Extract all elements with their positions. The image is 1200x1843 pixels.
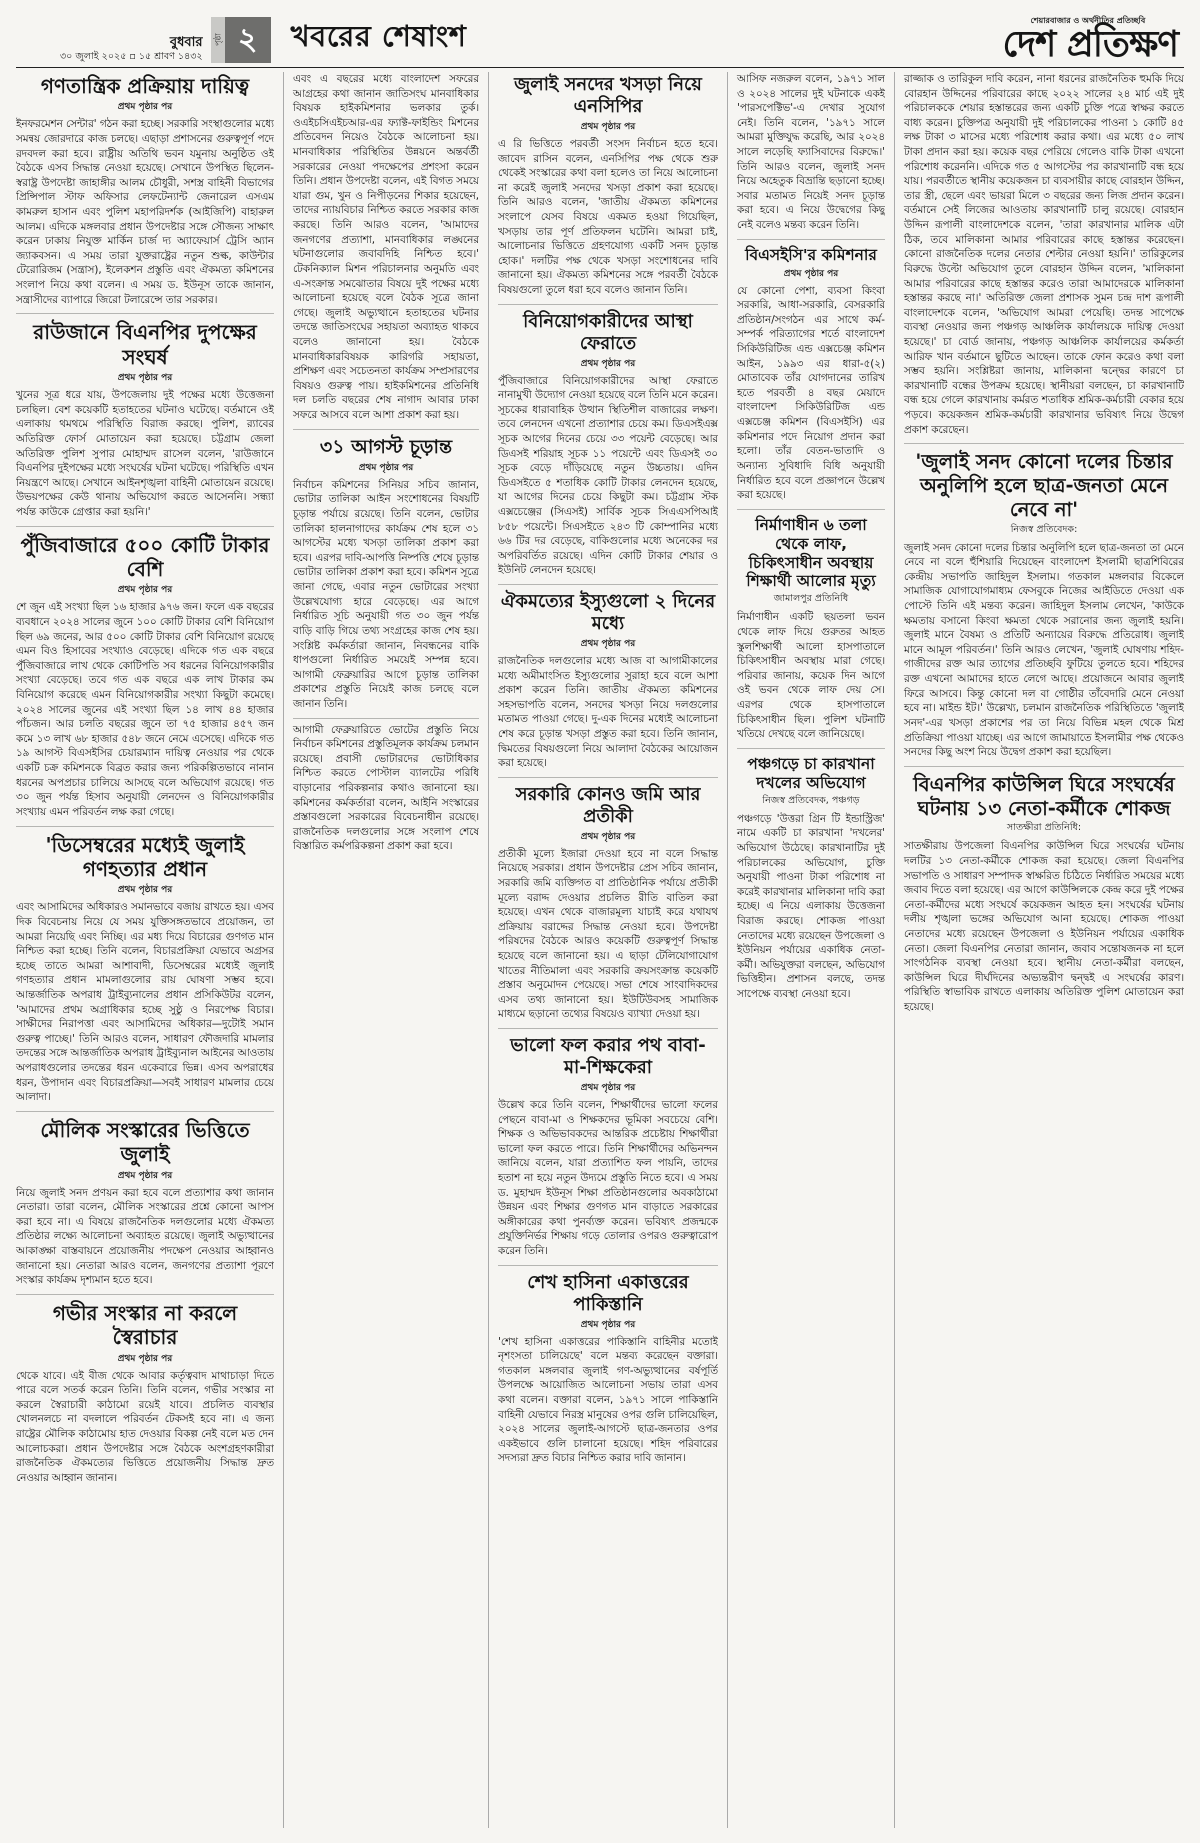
story-body: সাতক্ষীরায় উপজেলা বিএনপির কাউন্সিল ঘিরে সংঘর্ষের ঘটনায় দলটির ১৩ নেতা-কর্মীকে শোকজ করা হয়েছে। জেলা বিএনপির সভাপতি ও সাধারণ সম্পাদক স্বাক্ষরিত চিঠিতে নির্ধারিত সময়ের মধ্যে জবাব দিতে বলা হয়েছে। এর আগে কাউন্সিলকে কেন্দ্র করে দুই পক্ষের নেতা-কর্মীদের মধ্যে সংঘর্ষে কয়েকজন আহত হন। সংঘর্ষের ঘটনায় দলীয় শৃঙ্খলা ভঙ্গের অভিযোগ আনা হয়েছে। শোকজ পাওয়া নেতাদের মধ্যে রয়েছেন উপজেলা ও ইউনিয়ন পর্যায়ের একাধিক নেতা। জেলা বিএনপির নেতারা জানান, জবাব সন্তোষজনক না হলে সাংগঠনিক ব্যবস্থা নেওয়া হবে। স্থানীয় নেতা-কর্মীরা বলছেন, কাউন্সিল ঘিরে দীর্ঘদিনের অভ্যন্তরীণ দ্বন্দ্বই এ সংঘর্ষের কারণ। পরিস্থিতি স্বাভাবিক রাখতে এলাকায় অতিরিক্ত পুলিশ মোতায়েন করা হয়েছে। (904, 840, 1184, 1013)
story (16, 313, 274, 519)
story-headline: সরকারি কোনও জমি আর প্রতীকী (515, 783, 701, 827)
continued-from-page-one-tag: প্রথম পৃষ্ঠার পর (117, 1353, 173, 1364)
story-headline: পুঁজিবাজারে ৫০০ কোটি টাকার বেশি (20, 532, 270, 581)
story-headline: পঞ্চগড়ে চা কারখানা দখলের অভিযোগ (747, 754, 875, 792)
story (904, 766, 1184, 1015)
story (498, 74, 718, 298)
story (16, 1294, 274, 1486)
story (904, 443, 1184, 759)
continued-from-page-one-tag: প্রথম পৃষ্ঠার পর (580, 638, 636, 649)
continued-from-page-one-tag: প্রথম পৃষ্ঠার পর (117, 102, 173, 113)
story-body: এবং এ বছরের মধ্যে বাংলাদেশ সফরের আগ্রহের কথা জানান জাতিসংঘ মানবাধিকার বিষয়ক হাইকমিশনার ভলকার তুর্ক। ওএইচসিএইচআর-এর ফ্যাক্ট-ফাইন্ডিং মিশনের প্রতিবেদন নিয়েও বৈঠকে আলোচনা হয়। মানবাধিকার পরিস্থিতির উন্নয়নে অন্তর্বর্তী সরকারের নেওয়া পদক্ষেপের প্রশংসা করেন তিনি। প্রধান উপদেষ্টা বলেন, এই বিগত সময়ে যারা গুম, খুন ও নিপীড়নের শিকার হয়েছেন, তাদের ন্যায়বিচার নিশ্চিত করতে সরকার কাজ করছে। তিনি আরও বলেন, 'আমাদের জনগণের প্রত্যাশা, মানবাধিকার লঙ্ঘনের ঘটনাগুলোর জবাবদিহি নিশ্চিত হবে।' টেকনিক্যাল মিশন পরিচালনার অনুমতি এবং এ-সংক্রান্ত সমঝোতার বিষয়ে দুই পক্ষের মধ্যে আলোচনা হয়েছে বলে বৈঠক সূত্রে জানা গেছে। জুলাই অভ্যুত্থানে হতাহতের ঘটনার তদন্তে জাতিসংঘের সহায়তা অব্যাহত থাকবে বলেও জানানো হয়। বৈঠকে মানবাধিকারবিষয়ক কারিগরি সহায়তা, প্রশিক্ষণ এবং সচেতনতা কার্যক্রম সম্প্রসারণের বিষয়ও গুরুত্ব পায়। হাইকমিশনের প্রতিনিধি দল চলতি বছরের শেষ নাগাদ আবার ঢাকা সফরে আসবে বলে আশা প্রকাশ করা হয়। (293, 73, 479, 422)
continued-from-page-one-tag: প্রথম পৃষ্ঠার পর (783, 268, 839, 279)
story-headline: মৌলিক সংস্কারের ভিত্তিতে জুলাই (40, 1117, 250, 1167)
story-body: জুলাই সনদ কোনো দলের চিন্তার অনুলিপি হলে ছাত্র-জনতা তা মেনে নেবে না বলে হুঁশিয়ারি দিয়েছেন বাংলাদেশ ইসলামী ছাত্রশিবিরের কেন্দ্রীয় সভাপতি জাহিদুল ইসলাম। গতকাল মঙ্গলবার বিকেলে সামাজিক যোগাযোগমাধ্যম ফেসবুকে নিজের আইডিতে দেওয়া এক পোস্টে তিনি এই মন্তব্য করেন। জাহিদুল ইসলাম লেখেন, 'কাউকে ক্ষমতায় বসানো কিংবা ক্ষমতা থেকে সরানোর জন্য জুলাই হয়নি। জুলাই মানে বৈষম্য ও প্রতিটি অন্যায়ের বিরুদ্ধে প্রতিরোধ। জুলাই মানে আমূল পরিবর্তন।' তিনি আরও লেখেন, 'জুলাই ঘোষণায় শহিদ-গাজীদের রক্ত আর ত্যাগের প্রতিচ্ছবি ফুটিয়ে তুলতে হবে। শহিদের রক্ত এখনো আমাদের হাতে লেগে আছে। প্রয়োজনে আবার জুলাই ফিরে আসবে। কিন্তু কোনো দল বা গোষ্ঠীর তাঁবেদারি মেনে নেওয়া হবে না। মাইন্ড ইট।' উল্লেখ্য, চলমান রাজনৈতিক পরিস্থিতিতে 'জুলাই সনদ'-এর খসড়া প্রকাশের পর তা নিয়ে বিভিন্ন মহল থেকে মিশ্র প্রতিক্রিয়া পাওয়া যাচ্ছে। এর আগে জামায়াতে ইসলামীর পক্ষ থেকেও সনদের কিছু অংশ নিয়ে উদ্বেগ প্রকাশ করা হয়েছিল। (904, 541, 1184, 759)
story-headline: রাউজানে বিএনপির দুপক্ষের সংঘর্ষ (33, 320, 257, 369)
page-header (16, 6, 1184, 68)
story (293, 429, 479, 712)
story-body: পুঁজিবাজারে বিনিয়োগকারীদের আস্থা ফেরাতে নানামুখী উদ্যোগ নেওয়া হয়েছে বলে তিনি মনে করেন। সূচকের ধারাবাহিক উত্থান স্থিতিশীল বাজারের লক্ষণ। তবে লেনদেন এখনো প্রত্যাশার চেয়ে কম। ডিএসইএক্স সূচক আগের দিনের চেয়ে ৩৩ পয়েন্ট বেড়েছে। আর ডিএসই শরিয়াহ সূচক ১১ পয়েন্টে এবং ডিএসই ৩০ সূচক বেড়ে দাঁড়িয়েছে নতুন উচ্চতায়। এদিন ডিএসইতে ৫ শতাধিক কোটি টাকার লেনদেন হয়েছে, যা আগের দিনের চেয়ে কিছুটা কম। চট্টগ্রাম স্টক এক্সচেঞ্জের (সিএসই) সার্বিক সূচক সিএএসপিআই ৮৫৮ পয়েন্টে। সিএসইতে ২৪৩ টি কোম্পানির মধ্যে ৬৬ টির দর বেড়েছে, বাকিগুলোর মধ্যে অনেকের দর অপরিবর্তিত রয়েছে। এদিন কোটি টাকার শেয়ার ও ইউনিট লেনদেন হয়েছে। (498, 374, 718, 577)
story-headline: গভীর সংস্কার না করলে স্বৈরাচার (52, 1300, 238, 1350)
story (498, 1028, 718, 1259)
story-byline: নিজস্ব প্রতিবেদক, পঞ্চগড় (762, 794, 860, 806)
news-column-3 (488, 72, 718, 1828)
continued-from-page-one-tag: প্রথম পৃষ্ঠার পর (117, 885, 173, 896)
continued-from-page-one-tag: প্রথম পৃষ্ঠার পর (117, 585, 173, 596)
story (904, 72, 1184, 437)
story (498, 584, 718, 771)
story-body: ইনফরমেশন সেন্টার' গঠন করা হচ্ছে। সরকারি সংস্থাগুলোর মধ্যে সমন্বয় জোরদারে কাজ চলছে। এছাড়া প্রশাসনের গুরুত্বপূর্ণ পদে রদবদল করা হবে। রাষ্ট্রীয় অতিথি ভবন যমুনায় অনুষ্ঠিত ওই বৈঠকে এসব সিদ্ধান্ত নেওয়া হয়েছে। সেখানে উপস্থিত ছিলেন-স্বরাষ্ট্র উপদেষ্টা জাহাঙ্গীর আলম চৌধুরী, সশস্ত্র বাহিনী বিভাগের প্রিন্সিপাল স্টাফ অফিসার লেফটেন্যান্ট জেনারেল এসএম কামরুল হাসান এবং পুলিশ মহাপরিদর্শক (আইজিপি) বাহারুল আলম। এদিকে মঙ্গলবার প্রধান উপদেষ্টার সঙ্গে সৌজন্য সাক্ষাৎ করেন ঢাকায় নিযুক্ত মার্কিন চার্জ দ্য অ্যাফেয়ার্স ট্রেসি অ্যান জ্যাকবসন। এ সময় তারা যুক্তরাষ্ট্রের নতুন শুল্ক, কাউন্টার টেরোরিজম (সন্ত্রাস), ইলেকশন প্রস্তুতি এবং ঐকমত্য কমিশনের সংলাপ নিয়ে কথা বলেন। এ সময় ড. ইউনূস তাকে জানান, সন্ত্রাসীদের ব্যাপারে জিরো টলারেন্সে তার সরকার। (16, 118, 274, 306)
story-body: পঞ্চগড়ে 'উত্তরা গ্রিন টি ইন্ডাস্ট্রিজ' নামে একটি চা কারখানা 'দখলের' অভিযোগ উঠেছে। কারখানাটির দুই পরিচালকের অভিযোগ, চুক্তি অনুযায়ী পাওনা টাকা পরিশোধ না করেই কারখানার মালিকানা দাবি করা হচ্ছে। এ নিয়ে এলাকায় উত্তেজনা বিরাজ করছে। শোকজ পাওয়া নেতাদের মধ্যে রয়েছেন উপজেলা ও ইউনিয়ন পর্যায়ের একাধিক নেতা-কর্মী। অভিযুক্তরা বলছেন, অভিযোগ ভিত্তিহীন। প্রশাসন বলছে, তদন্ত সাপেক্ষে ব্যবস্থা নেওয়া হবে। (737, 812, 885, 1000)
story-body: শে জুন এই সংখ্যা ছিল ১৬ হাজার ৯৭৬ জন। ফলে এক বছরের ব্যবধানে ২০২৪ সালের জুনে ১০০ কোটি টাকার বেশি বিনিয়োগ ছিল ৬৯ জনের, আর ৫০০ কোটি টাকার বেশি বিনিয়োগ রয়েছে এমন বিও হিসাবের সংখ্যাও বেড়েছে। এদিকে গত এক বছরে পুঁজিবাজারে লাখ থেকে কোটিপতি সব ধরনের বিনিয়োগকারীর সংখ্যা বেড়েছে। তবে গত এক বছরে এক লাখ টাকার কম বিনিয়োগ করেছে এমন বিনিয়োগকারীর সংখ্যা কিছুটা কমেছে। ২০২৪ সালের জুনের এই সংখ্যা ছিল ১৪ লাখ ৪৪ হাজার পাঁচজন। আর চলতি বছরের জুনে তা ৭৫ হাজার ৪৫৭ জন কমে ১৩ লাখ ৬৮ হাজার ৫৪৮ জনে নেমে এসেছে। এদিকে গত ১৯ আগস্ট বিএসইসির চেয়ারম্যান দায়িত্ব নেওয়ার পর থেকে একটি চক্র কমিশনকে বিব্রত করার জন্য পরিকল্পিতভাবে নানান ধরনের অপপ্রচার চালিয়ে আসছে বলে অভিযোগ রয়েছে। গত ৩০ জুন পর্যন্ত হিসাব অনুযায়ী লেনদেন ও বিনিয়োগকারীর সংখ্যায় এমন পরিবর্তন লক্ষ করা গেছে। (16, 601, 274, 818)
continued-from-page-one-tag: প্রথম পৃষ্ঠার পর (117, 373, 173, 384)
date-block (60, 35, 203, 63)
page-number: ২ (225, 17, 271, 63)
story (16, 826, 274, 1105)
continued-from-page-one-tag: প্রথম পৃষ্ঠার পর (580, 1082, 636, 1093)
story (16, 1111, 274, 1288)
story-headline: বিনিয়োগকারীদের আস্থা ফেরাতে (523, 310, 693, 354)
story-headline: ভালো ফল করার পথ বাবা-মা-শিক্ষকেরা (510, 1035, 706, 1078)
masthead-title: দেশ প্রতিক্ষণ (1002, 24, 1178, 65)
story-body: রাজ্জাক ও তারিকুল দাবি করেন, নানা ধরনের রাজনৈতিক হুমকি দিয়ে বোরহান উদ্দিনের পরিবারের কাছে ২০২২ সালের ২৪ মার্চ এই দুই পরিচালককে শেয়ার হস্তান্তরের জন্য একটি চুক্তি পত্রে স্বাক্ষর করতে বাধ্য করেন। চুক্তিপত্র অনুযায়ী দুই পরিচালকের পাওনা ১ কোটি ৪৫ লক্ষ টাকা ৩ মাসের মধ্যে পরিশোধ করার কথা। এর মধ্যে ৫০ লাখ টাকা প্রদান করা হয়। কয়েক বছর পেরিয়ে গেলেও বাকি টাকা এখনো পরিশোধ করেননি। এদিকে গত ৫ আগস্টের পর কারখানাটি বন্ধ হয়ে যায়। পরবর্তীতে স্থানীয় কয়েকজন চা ব্যবসায়ীর কাছে বোরহান উদ্দিন, তার স্ত্রী, ছেলে এবং ভায়রা মিলে ৩ বছরের জন্য লিজ প্রদান করেন। বর্তমানে সেই লিজের আওতায় কারখানাটি চালু রয়েছে। বোরহান উদ্দিন রূপালী বাংলাদেশকে বলেন, 'তারা কারখানার মালিক এটা ঠিক, তবে মালিকানা আমার পরিবারের কাছে হস্তান্তর করেছেন। কোনো রাজনৈতিক দলের নেতার শেল্টার নেওয়া হয়নি।' তারিকুলের বিরুদ্ধে উল্টো অভিযোগ তুলে বোরহান উদ্দিন বলেন, 'মালিকানা আমার পরিবারের কাছে হস্তান্তর করেও তারা আমাদেরকে মালিকানা হস্তান্তর করছে না।' অতিরিক্ত জেলা প্রশাসক সুমন চন্দ্র দাশ রূপালী বাংলাদেশকে বলেন, 'অভিযোগ আমরা পেয়েছি। তদন্ত সাপেক্ষে ব্যবস্থা নেওয়ার জন্য পঞ্চগড় আঞ্চলিক কার্যালয়কে দায়িত্ব দেওয়া হয়েছে।' চা বোর্ড জানায়, পঞ্চগড় আঞ্চলিক কার্যালয়ের কর্মকর্তা আরিফ খান বর্তমানে ছুটিতে আছেন। তাকে ফোন করেও কথা বলা সম্ভব হয়নি। সংশ্লিষ্টরা জানায়, মালিকানা দ্বন্দ্বের কারণে চা কারখানাটি বন্ধের উপক্রম হয়েছে। স্থানীয়রা বলছেন, চা কারখানাটি বন্ধ হয়ে গেলে কারখানায় কর্মরত শতাধিক শ্রমিক-কর্মচারী বেকার হয়ে পড়বে। কয়েকজন শ্রমিক-কর্মচারী কারখানার ভবিষ্যৎ নিয়ে উদ্বেগ প্রকাশ করেছেন। (904, 73, 1184, 436)
story (293, 718, 479, 854)
story (737, 509, 885, 742)
continued-from-page-one-tag: প্রথম পৃষ্ঠার পর (580, 1319, 636, 1330)
story (498, 1265, 718, 1466)
story-body: আসিফ নজরুল বলেন, ১৯৭১ সাল ও ২০২৪ সালের দুই ঘটনাকে একই 'পারসপেক্টিভ'-এ দেখার সুযোগ নেই। তিনি বলেন, '১৯৭১ সালে আমরা মুক্তিযুদ্ধ করেছি, আর ২০২৪ সালে লড়েছি ফ্যাসিবাদের বিরুদ্ধে।' তিনি আরও বলেন, জুলাই সনদ নিয়ে অহেতুক বিভ্রান্তি ছড়ানো হচ্ছে। সবার মতামত নিয়েই সনদ চূড়ান্ত করা হবে। এ নিয়ে উদ্বেগের কিছু নেই বলেও মন্তব্য করেন তিনি। (737, 73, 885, 232)
story (16, 74, 274, 307)
story-body: খুনের সূত্র ধরে যায়, উপজেলায় দুই পক্ষের মধ্যে উত্তেজনা চলছিল। বেশ কয়েকটি হতাহতের ঘটনাও ঘটেছে। বর্তমানে ওই এলাকায় থমথমে পরিস্থিতি বিরাজ করছে। পুলিশ, র‍্যাবের অতিরিক্ত ফোর্স মোতায়েন করা হয়েছে। চট্টগ্রাম জেলা অতিরিক্ত পুলিশ সুপার মোহাম্মদ রাসেল বলেন, 'রাউজানে বিএনপির দুইপক্ষের মধ্যে সংঘর্ষের ঘটনা ঘটেছে। পরিস্থিতি এখন নিয়ন্ত্রণে আছে। সেখানে আইনশৃঙ্খলা বাহিনী মোতায়েন রয়েছে। উভয়পক্ষের কেউ থানায় অভিযোগ করতে আসেননি। সন্ধ্যা পর্যন্ত কাউকে গ্রেপ্তার করা হয়নি।' (16, 389, 274, 518)
masthead (1003, 17, 1178, 63)
story-byline: সাতক্ষীরা প্রতিনিধি: (1006, 822, 1082, 834)
story (293, 72, 479, 423)
news-column-2 (283, 72, 479, 1828)
columns-container (16, 72, 1184, 1828)
continued-from-page-one-tag: প্রথম পৃষ্ঠার পর (580, 831, 636, 842)
story-body: থেকে যাবে। এই বীজ থেকে আবার কর্তৃত্ববাদ মাথাচাড়া দিতে পারে বলে সতর্ক করেন তিনি। তিনি বলেন, গভীর সংস্কার না করলে স্বৈরাচারী কাঠামো রয়েই যাবে। প্রচলিত ব্যবস্থার খোলনলচে না বদলালে পরিবর্তন টেকসই হবে না। এ জন্য রাষ্ট্রের মৌলিক কাঠামোয় হাত দেওয়ার বিকল্প নেই বলে মত দেন আলোচকরা। প্রধান উপদেষ্টার সঙ্গে বৈঠকে অংশগ্রহণকারীরা রাজনৈতিক ঐকমত্যের ভিত্তিতে প্রয়োজনীয় সিদ্ধান্ত দ্রুত নেওয়ার আহ্বান জানান। (16, 1369, 274, 1484)
story-headline: বিএনপির কাউন্সিল ঘিরে সংঘর্ষের ঘটনায় ১৩ নেতা-কর্মীকে শোকজ (913, 772, 1175, 820)
story-headline: 'জুলাই সনদ কোনো দলের চিন্তার অনুলিপি হলে ছাত্র-জনতা মেনে নেবে না' (915, 450, 1173, 521)
page-word-label: পৃষ্ঠা (211, 17, 225, 63)
story (498, 304, 718, 578)
continued-from-page-one-tag: প্রথম পৃষ্ঠার পর (358, 462, 414, 473)
story-body: আগামী ফেব্রুয়ারিতে ভোটের প্রস্তুতি নিয়ে নির্বাচন কমিশনের প্রস্তুতিমূলক কার্যক্রম চলমান রয়েছে। প্রবাসী ভোটারদের ভোটাধিকার নিশ্চিত করতে পোস্টাল ব্যালটের পরিধি বাড়ানোর পরিকল্পনার কথাও জানানো হয়। কমিশনের কর্মকর্তারা বলেন, আইনি সংস্কারের প্রস্তাবগুলো সরকারের বিবেচনাধীন রয়েছে। রাজনৈতিক দলগুলোর সঙ্গে সংলাপ শেষে বিস্তারিত কর্মপরিকল্পনা প্রকাশ করা হবে। (293, 723, 479, 853)
masthead-tagline: শেয়ারবাজার ও অর্থনীতির প্রতিচ্ছবি (1030, 16, 1146, 25)
story (737, 239, 885, 503)
story-body: নির্বাচন কমিশনের সিনিয়র সচিব জানান, ভোটার তালিকা আইন সংশোধনের বিষয়টি চূড়ান্ত পর্যায়ে রয়েছে। তিনি বলেন, ভোটার তালিকা হালনাগাদের কার্যক্রম শেষ হলে ৩১ আগস্টের মধ্যে খসড়া তালিকা প্রকাশ করা হবে। এরপর দাবি-আপত্তি নিষ্পত্তি শেষে চূড়ান্ত ভোটার তালিকা প্রকাশ করা হবে। কমিশন সূত্রে জানা গেছে, এবার নতুন ভোটারের সংখ্যা উল্লেখযোগ্য হারে বেড়েছে। এর আগে নির্ধারিত সূচি অনুযায়ী গত ৩০ জুন পর্যন্ত বাড়ি বাড়ি গিয়ে তথ্য সংগ্রহের কাজ শেষ হয়। সংশ্লিষ্ট কর্মকর্তারা জানান, নিবন্ধনের বাকি ধাপগুলো নির্ধারিত সময়েই সম্পন্ন হবে। আগামী ফেব্রুয়ারির আগে চূড়ান্ত তালিকা প্রকাশের প্রস্তুতি নিয়েই কাজ চলছে বলে জানান তিনি। (293, 478, 479, 710)
story-byline: নিজস্ব প্রতিবেদক: (1010, 523, 1078, 535)
story-headline: জুলাই সনদের খসড়া নিয়ে এনসিপির (514, 74, 702, 117)
story-body: নিয়ে জুলাই সনদ প্রণয়ন করা হবে বলে প্রত্যাশার কথা জানান নেতারা। তারা বলেন, মৌলিক সংস্কারের প্রশ্নে কোনো আপস করা হবে না। এ বিষয়ে রাজনৈতিক দলগুলোর মধ্যে ঐকমত্য প্রতিষ্ঠার লক্ষ্যে আলোচনা অব্যাহত রয়েছে। জুলাই অভ্যুত্থানের আকাঙ্ক্ষা বাস্তবায়নে প্রয়োজনীয় পদক্ষেপ নেওয়ার আহ্বানও জানানো হয়। নেতারা আরও বলেন, জনগণের প্রত্যাশা পূরণে সংস্কার কার্যক্রম দৃশ্যমান হতে হবে। (16, 1186, 274, 1287)
page-number-box (211, 17, 271, 63)
story-headline: বিএসইসি'র কমিশনার (745, 245, 877, 264)
story-headline: 'ডিসেম্বরের মধ্যেই জুলাই গণহত্যার প্রধান (45, 832, 245, 881)
continued-from-page-one-tag: প্রথম পৃষ্ঠার পর (580, 121, 636, 132)
story-body: উল্লেখ করে তিনি বলেন, শিক্ষার্থীদের ভালো ফলের পেছনে বাবা-মা ও শিক্ষকদের ভূমিকা সবচেয়ে বেশি। শিক্ষক ও অভিভাবকদের আন্তরিক প্রচেষ্টায় শিক্ষার্থীরা ভালো ফল করতে পারে। তিনি শিক্ষার্থীদের অভিনন্দন জানিয়ে বলেন, যারা প্রত্যাশিত ফল পায়নি, তাদের হতাশ না হয়ে নতুন উদ্যমে প্রস্তুতি নিতে হবে। এ সময় ড. মুহাম্মদ ইউনূস শিক্ষা প্রতিষ্ঠানগুলোর অবকাঠামো উন্নয়ন এবং শিক্ষার গুণগত মান বাড়াতে সরকারের অঙ্গীকারের কথা পুনর্ব্যক্ত করেন। ভবিষ্যৎ প্রজন্মকে প্রযুক্তিনির্ভর শিক্ষায় গড়ে তোলার ওপরও গুরুত্বারোপ করেন তিনি। (498, 1098, 718, 1258)
news-column-4 (727, 72, 885, 1828)
story-headline: ঐকমত্যের ইস্যুগুলো ২ দিনের মধ্যে (500, 591, 716, 634)
weekday-label: বুধবার (169, 34, 203, 50)
continued-from-page-one-tag: প্রথম পৃষ্ঠার পর (580, 358, 636, 369)
story (737, 72, 885, 233)
story-headline: গণতান্ত্রিক প্রক্রিয়ায় দায়িত্ব (40, 74, 250, 98)
section-title: খবরের শেষাংশ (290, 19, 467, 53)
story-headline: ৩১ আগস্ট চূড়ান্ত (319, 435, 453, 458)
date-line: ৩০ জুলাই ২০২৫ ▫ ১৫ শ্রাবণ ১৪৩২ (60, 51, 203, 63)
news-column-5 (894, 72, 1184, 1828)
story-body: রাজনৈতিক দলগুলোর মধ্যে আজ বা আগামীকালের মধ্যে অমীমাংসিত ইস্যুগুলোর সুরাহা হবে বলে আশা প্রকাশ করেন তিনি। জাতীয় ঐকমত্য কমিশনের সহসভাপতি বলেন, সনদের খসড়া নিয়ে দলগুলোর মতামত পাওয়া গেছে। দু-এক দিনের মধ্যেই আলোচনা শেষ করে চূড়ান্ত খসড়া প্রস্তুত করা হবে। তিনি জানান, দ্বিমতের বিষয়গুলো নিয়ে আলাদা বৈঠকের আয়োজন করা হয়েছে। (498, 654, 718, 770)
story (498, 777, 718, 1022)
story-byline: জামালপুর প্রতিনিধি (773, 593, 849, 605)
story-headline: শেখ হাসিনা একাত্তরের পাকিস্তানি (527, 1271, 689, 1315)
story-body: এ রি ভিত্তিতে পরবর্তী সংসদ নির্বাচন হতে হবে। জাবেদ রাসিন বলেন, এনসিপির পক্ষ থেকে শুরু থেকেই সংস্কারের কথা বলা হলেও তা নিয়ে আলোচনা না করেই জুলাই সনদের খসড়া প্রকাশ করা হয়েছে। তিনি আরও বলেন, 'জাতীয় ঐকমত্য কমিশনের সংলাপে যেসব বিষয়ে একমত হওয়া গিয়েছিল, খসড়ায় তার পূর্ণ প্রতিফলন ঘটেনি। আমরা চাই, আলোচনার ভিত্তিতে গ্রহণযোগ্য একটি সনদ চূড়ান্ত হোক।' দলটির পক্ষ থেকে খসড়া সংশোধনের দাবি জানানো হয়। ঐকমত্য কমিশনের সঙ্গে পরবর্তী বৈঠকে বিষয়গুলো তুলে ধরা হবে বলেও জানান তিনি। (498, 137, 718, 296)
story-body: এবং আসামিদের অধিকারও সমানভাবে বজায় রাখতে হয়। এসব দিক বিবেচনায় নিয়ে যে সময় যুক্তিসঙ্গতভাবে প্রয়োজন, তা আমরা নিয়েছি এবং নিচ্ছি। এর মধ্য দিয়ে বিচারের গুণগত মান নিশ্চিত করা হচ্ছে। তিনি বলেন, বিচারপ্রক্রিয়া যেভাবে অগ্রসর হচ্ছে তাতে আমরা আশাবাদী, ডিসেম্বরের মধ্যেই জুলাই গণহত্যার প্রধান মামলাগুলোর রায় ঘোষণা সম্ভব হবে। আন্তর্জাতিক অপরাধ ট্রাইব্যুনালের প্রধান প্রসিকিউটর বলেন, 'আমাদের প্রথম অগ্রাধিকার হচ্ছে সুষ্ঠু ও নিরপেক্ষ বিচার। সাক্ষীদের নিরাপত্তা এবং আসামিদের অধিকার—দুটোই সমান গুরুত্ব পাচ্ছে।' তিনি আরও বলেন, সাধারণ ফৌজদারি মামলার তদন্তের সঙ্গে আন্তর্জাতিক অপরাধ ট্রাইব্যুনাল আইনের আওতায় অপরাধগুলোর তদন্তের ধরন একেবারে ভিন্ন। এসব অপরাধের ধরন, উপাদান এবং বিচারপ্রক্রিয়া—সবই সাধারণ মামলার চেয়ে আলাদা। (16, 901, 274, 1104)
news-column-1 (16, 72, 274, 1828)
story (16, 526, 274, 820)
story-body: যে কোনো পেশা, ব্যবসা কিংবা সরকারি, আধা-সরকারি, বেসরকারি প্রতিষ্ঠান/সংগঠন এর সাথে কর্ম-সম্পর্ক পরিত্যাগের শর্তে বাংলাদেশ সিকিউরিটিজ এন্ড এক্সচেঞ্জ কমিশন আইন, ১৯৯৩ এর ধারা-৫(২) মোতাবেক তাঁর যোগদানের তারিখ হতে পরবর্তী ৪ বছর মেয়াদে বাংলাদেশ সিকিউরিটিজ এন্ড এক্সচেঞ্জ কমিশন (বিএসইসি) এর কমিশনার পদে নিয়োগ প্রদান করা হলো। তাঁর বেতন-ভাতাদি ও অন্যান্য সুবিধাদি বিধি অনুযায়ী নির্ধারিত হবে বলে প্রজ্ঞাপনে উল্লেখ করা হয়েছে। (737, 284, 885, 502)
story-body: প্রতীকী মূল্যে ইজারা দেওয়া হবে না বলে সিদ্ধান্ত নিয়েছে সরকার। প্রধান উপদেষ্টার প্রেস সচিব জানান, সরকারি জমি ব্যক্তিগত বা প্রাতিষ্ঠানিক পর্যায়ে প্রতীকী মূল্যে বরাদ্দ দেওয়ার প্রচলিত রীতি বাতিল করা হয়েছে। এখন থেকে বাজারমূল্য যাচাই করে যথাযথ প্রক্রিয়ায় বরাদ্দের সিদ্ধান্ত নেওয়া হবে। উপদেষ্টা পরিষদের বৈঠকে আরও কয়েকটি গুরুত্বপূর্ণ সিদ্ধান্ত হয়েছে বলে জানানো হয়। এ ছাড়া টেলিযোগাযোগ খাতের নীতিমালা এবং সরকারি ক্রয়সংক্রান্ত কয়েকটি প্রস্তাব অনুমোদন পেয়েছে। সভা শেষে সাংবাদিকদের এসব তথ্য জানানো হয়। ইউটিউবসহ সামাজিক মাধ্যমে ছড়ানো তথ্যের বিষয়েও ব্যাখ্যা দেওয়া হয়। (498, 847, 718, 1021)
story-headline: নির্মাণাধীন ৬ তলা থেকে লাফ, চিকিৎসাধীন অবস্থায় শিক্ষার্থী আলোর মৃত্যু (746, 515, 876, 591)
story-body: 'শেখ হাসিনা একাত্তরের পাকিস্তানি বাহিনীর মতোই নৃশংসতা চালিয়েছে' বলে মন্তব্য করেছেন বক্তারা। গতকাল মঙ্গলবার জুলাই গণ-অভ্যুত্থানের বর্ষপূর্তি উপলক্ষে আয়োজিত আলোচনা সভায় তারা এসব কথা বলেন। বক্তারা বলেন, ১৯৭১ সালে পাকিস্তানি বাহিনী যেভাবে নিরস্ত্র মানুষের ওপর গুলি চালিয়েছিল, ২০২৪ সালের জুলাই-আগস্টে ছাত্র-জনতার ওপর একইভাবে গুলি চালানো হয়েছে। শহিদ পরিবারের সদস্যরা দ্রুত বিচার নিশ্চিত করার দাবি জানান। (498, 1335, 718, 1465)
story-body: নির্মাণাধীন একটি ছয়তলা ভবন থেকে লাফ দিয়ে গুরুতর আহত স্কুলশিক্ষার্থী আলো হাসপাতালে চিকিৎসাধীন অবস্থায় মারা গেছে। পরিবার জানায়, কয়েক দিন আগে ওই ভবন থেকে লাফ দেয় সে। এরপর থেকে হাসপাতালে চিকিৎসাধীন ছিল। পুলিশ ঘটনাটি খতিয়ে দেখছে বলে জানিয়েছে। (737, 611, 885, 741)
story (737, 748, 885, 1002)
continued-from-page-one-tag: প্রথম পৃষ্ঠার পর (117, 1170, 173, 1181)
